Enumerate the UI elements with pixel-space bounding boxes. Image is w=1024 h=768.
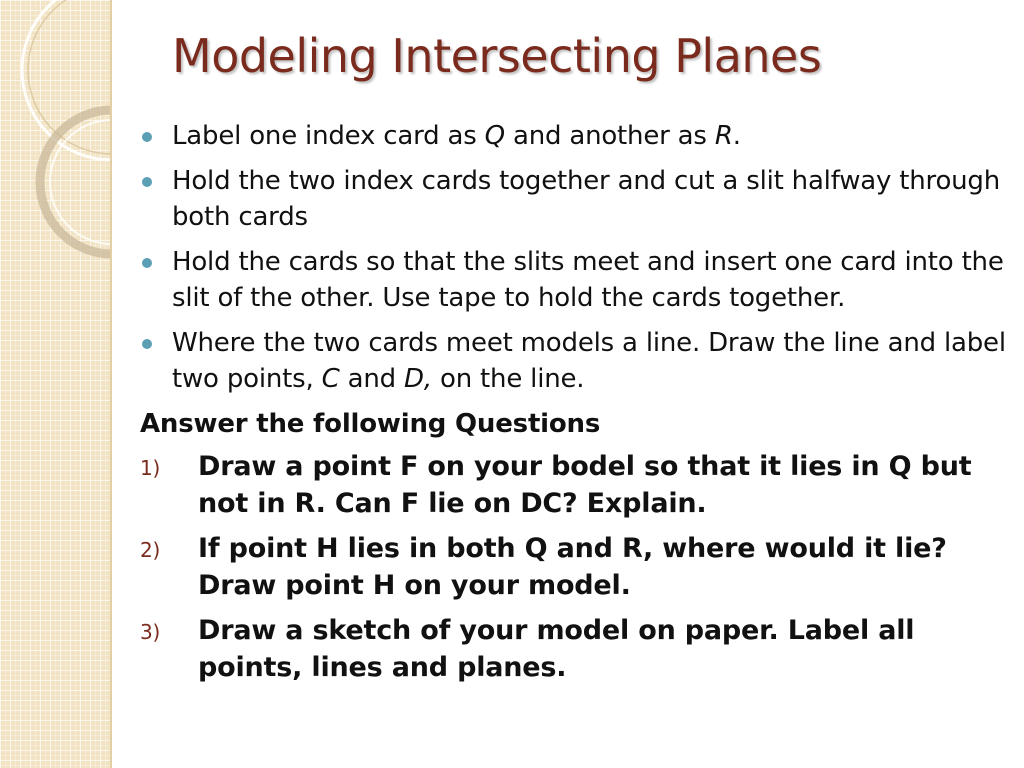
question-text: If point H lies in both Q and R, where would it lie? Draw point H on your model. [198,533,947,601]
list-item: Where the two cards meet models a line. Draw the line and label two points, C and D, on the line. [140,325,1012,397]
bullet-dot-icon [142,258,152,268]
question-text: Draw a point F on your bodel so that it lies in Q but not in R. Can F lie on DC? Explain. [198,451,972,519]
decorative-sidebar [0,0,112,768]
list-item: Hold the two index cards together and cut a slit halfway through both cards [140,163,1012,235]
question-number: 3) [140,620,161,644]
questions-heading: Answer the following Questions [140,409,601,439]
question-list [140,448,1012,686]
question-text: Draw a sketch of your model on paper. Label all points, lines and planes. [198,615,915,683]
slide-content [140,118,1012,694]
bullet-dot-icon [142,339,152,349]
question-number: 1) [140,456,161,480]
question-number: 2) [140,538,161,562]
question-item [140,530,1012,604]
question-item [140,448,1012,522]
instruction-list [140,118,1012,397]
page-title: Modeling Intersecting Planes [172,29,822,83]
bullet-dot-icon [142,177,152,187]
question-item [140,612,1012,686]
list-item: Label one index card as Q and another as R. [140,118,1012,154]
bullet-dot-icon [142,132,152,142]
list-item: Hold the cards so that the slits meet and insert one card into the slit of the other. Use tape to hold the cards together. [140,244,1012,316]
decorative-circles-icon [0,0,112,768]
